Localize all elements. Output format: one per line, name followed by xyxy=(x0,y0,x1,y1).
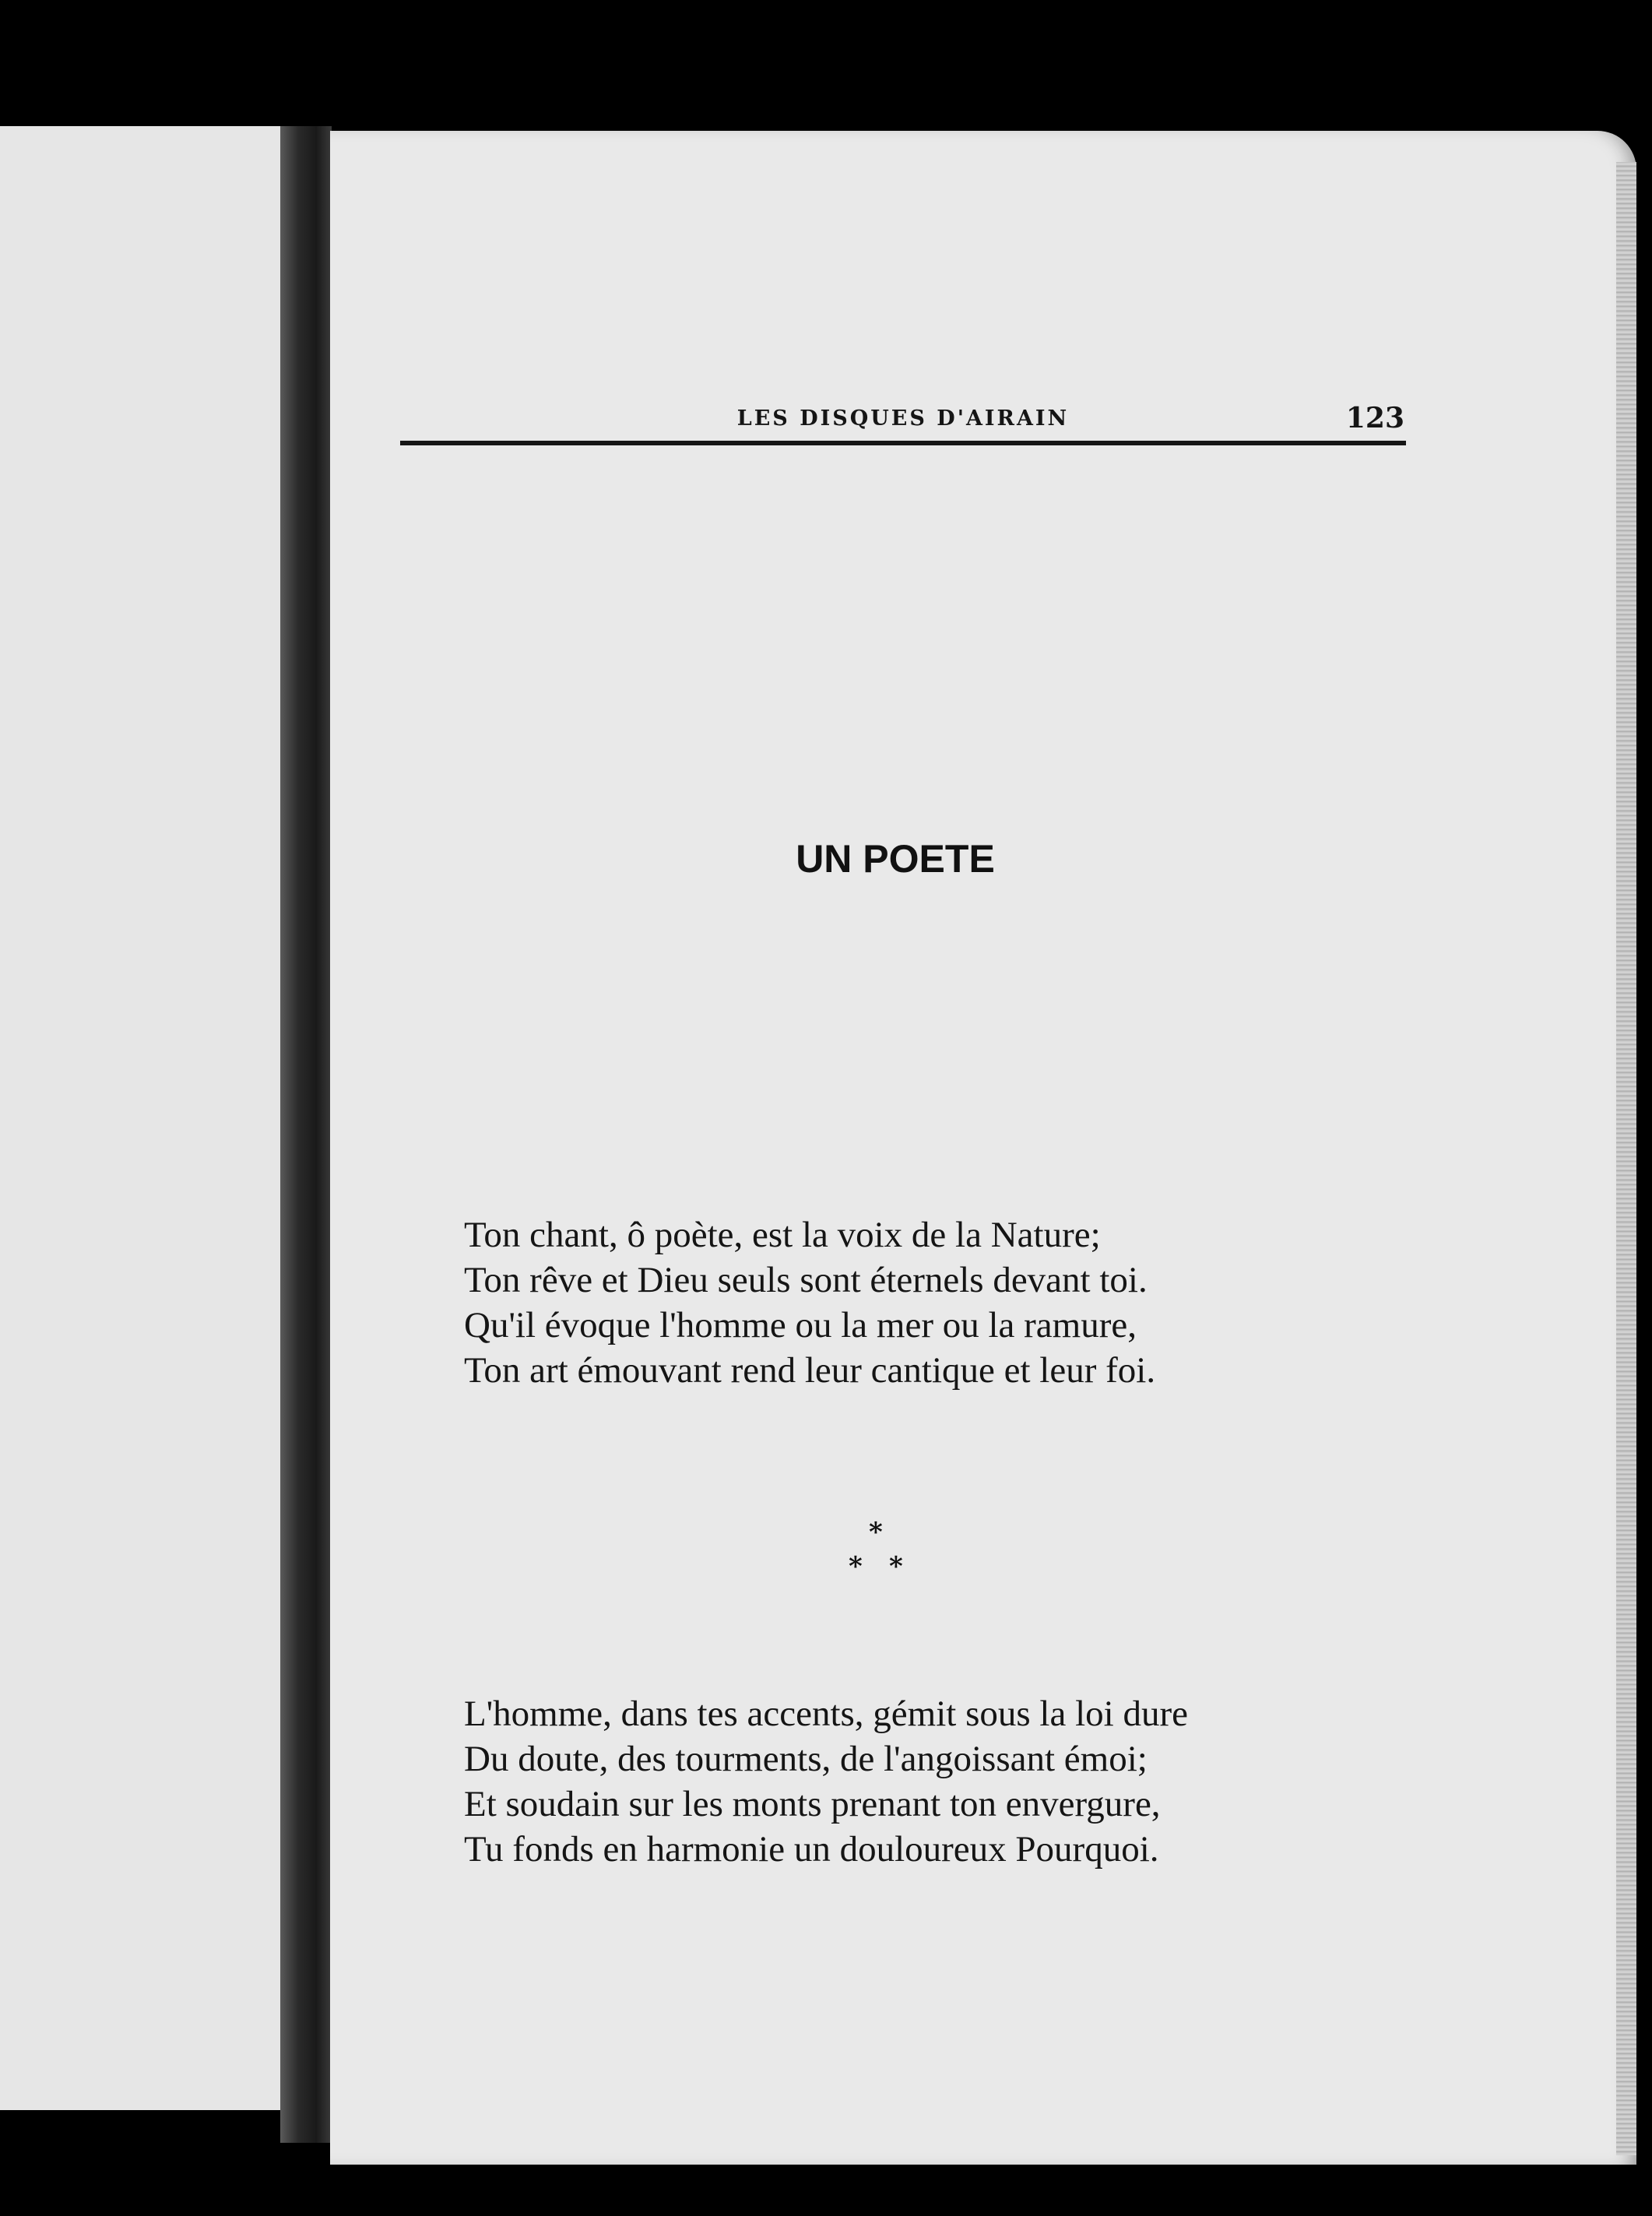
verse-line: Ton chant, ô poète, est la voix de la Nature; xyxy=(464,1215,1101,1255)
verse-line: Ton rêve et Dieu seuls sont éternels devant toi. xyxy=(464,1260,1148,1300)
running-head xyxy=(400,402,1406,445)
page-number: 123 xyxy=(1345,402,1404,434)
page-edge xyxy=(1616,162,1636,2155)
running-title: LES DISQUES D'AIRAIN xyxy=(736,406,1070,431)
poem-title: UN POETE xyxy=(796,837,995,881)
verse-line: Et soudain sur les monts prenant ton envergure, xyxy=(464,1784,1161,1824)
asterism-separator xyxy=(841,1517,919,1587)
header-rule xyxy=(400,441,1406,445)
asterisk: * xyxy=(869,1517,883,1548)
verse-line: Tu fonds en harmonie un douloureux Pourquoi. xyxy=(464,1829,1159,1870)
verse-line: Qu'il évoque l'homme ou la mer ou la ramure, xyxy=(464,1305,1137,1345)
verse-line: L'homme, dans tes accents, gémit sous la loi dure xyxy=(464,1694,1188,1734)
asterisk: * xyxy=(889,1551,903,1582)
book-gutter xyxy=(280,126,332,2143)
stanza-1 xyxy=(464,1212,1367,1393)
verse-line: Du doute, des tourments, de l'angoissant émoi; xyxy=(464,1739,1148,1779)
left-facing-page xyxy=(0,126,286,2110)
verse-line: Ton art émouvant rend leur cantique et leur foi. xyxy=(464,1350,1156,1391)
asterisk: * xyxy=(849,1551,863,1582)
stanza-2 xyxy=(464,1691,1367,1872)
